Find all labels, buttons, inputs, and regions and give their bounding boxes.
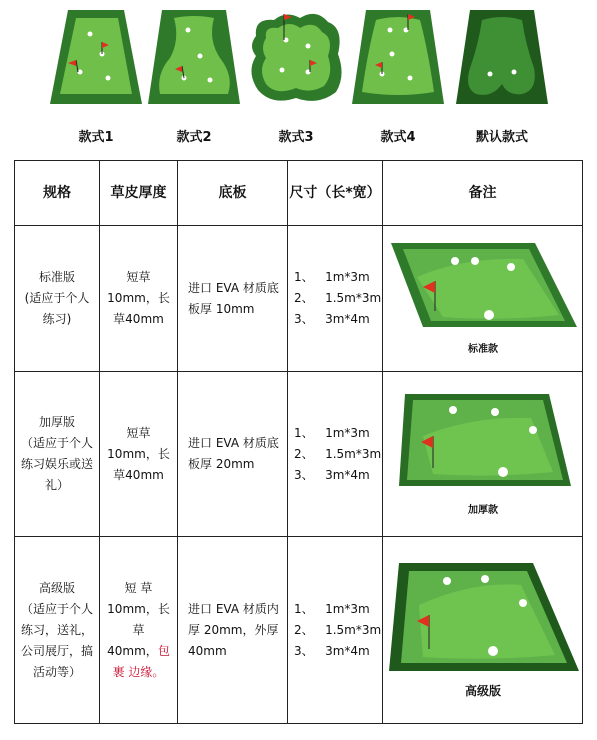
table-row: [15, 537, 583, 724]
thick-mat-photo-icon: [383, 388, 583, 498]
putting-green-blob-icon: [246, 6, 346, 106]
spec-cell: [15, 226, 100, 372]
note-cell: [383, 537, 583, 724]
table-row: [15, 226, 583, 372]
size-line: 3、 3m*4m: [294, 643, 370, 658]
standard-mat-photo-icon: [383, 237, 583, 337]
table-row: [15, 372, 583, 537]
header-base: 底板: [178, 161, 288, 226]
size-cell: [288, 537, 383, 724]
size-line: 2、 1.5m*3m: [294, 622, 382, 637]
spec-name: 高级版: [38, 580, 75, 595]
style-1[interactable]: [46, 6, 146, 146]
note-cell: [383, 226, 583, 372]
style-gallery: [0, 0, 597, 150]
turf-cell: [100, 537, 178, 724]
premium-mat-photo-icon: [383, 559, 583, 679]
style-4[interactable]: [348, 6, 448, 146]
putting-green-trapezoid-wavy-icon: [348, 6, 448, 106]
spec-table: [14, 160, 583, 724]
style-label: 款式1: [78, 130, 114, 145]
putting-green-trapezoid-icon: [46, 6, 146, 106]
size-line: 1、 1m*3m: [294, 270, 370, 284]
note-caption: 标准款: [468, 344, 498, 355]
spec-desc: (适应于个人练习): [24, 291, 90, 326]
size-line: 1、 1m*3m: [294, 601, 370, 616]
table-header-row: [15, 161, 583, 226]
style-label: 默认款式: [475, 130, 528, 145]
base-cell: 进口 EVA 材质内厚 20mm，外厚 40mm: [178, 537, 288, 724]
note-cell: [383, 372, 583, 537]
base-cell: 进口 EVA 材质底板厚 10mm: [178, 226, 288, 372]
spec-desc: （适应于个人练习娱乐或送礼）: [20, 436, 93, 492]
header-spec: 规格: [15, 161, 100, 226]
turf-cell: 短草10mm，长草40mm: [100, 226, 178, 372]
size-cell: [288, 372, 383, 537]
spec-name: 标准版: [38, 270, 75, 284]
header-turf: 草皮厚度: [100, 161, 178, 226]
note-caption: 高级版: [464, 683, 501, 698]
style-default[interactable]: [452, 6, 552, 146]
putting-green-curved-icon: [144, 6, 244, 106]
header-note: 备注: [383, 161, 583, 226]
size-line: 2、 1.5m*3m: [294, 291, 382, 305]
spec-desc: （适应于个人练习，送礼，公司展厅，搞活动等）: [20, 601, 93, 679]
size-line: 1、 1m*3m: [294, 425, 370, 440]
turf-extra: 包 裹 边缘。: [112, 643, 170, 679]
putting-green-default-icon: [452, 6, 552, 106]
style-2[interactable]: [144, 6, 244, 146]
spec-name: 加厚版: [38, 415, 75, 429]
style-label: 款式4: [380, 130, 416, 145]
header-size: 尺寸（长*宽）: [288, 161, 383, 226]
style-label: 款式2: [176, 130, 212, 145]
turf-text: 短 草10mm，长草 40mm，: [107, 580, 170, 658]
size-cell: [288, 226, 383, 372]
note-caption: 加厚款: [468, 504, 498, 516]
style-3[interactable]: [246, 6, 346, 146]
size-line: 3、 3m*4m: [294, 312, 370, 326]
spec-cell: [15, 372, 100, 537]
size-line: 2、 1.5m*3m: [294, 446, 382, 461]
spec-cell: [15, 537, 100, 724]
size-line: 3、 3m*4m: [294, 467, 370, 482]
style-label: 款式3: [278, 130, 314, 145]
turf-cell: 短草10mm，长草40mm: [100, 372, 178, 537]
base-cell: 进口 EVA 材质底板厚 20mm: [178, 372, 288, 537]
